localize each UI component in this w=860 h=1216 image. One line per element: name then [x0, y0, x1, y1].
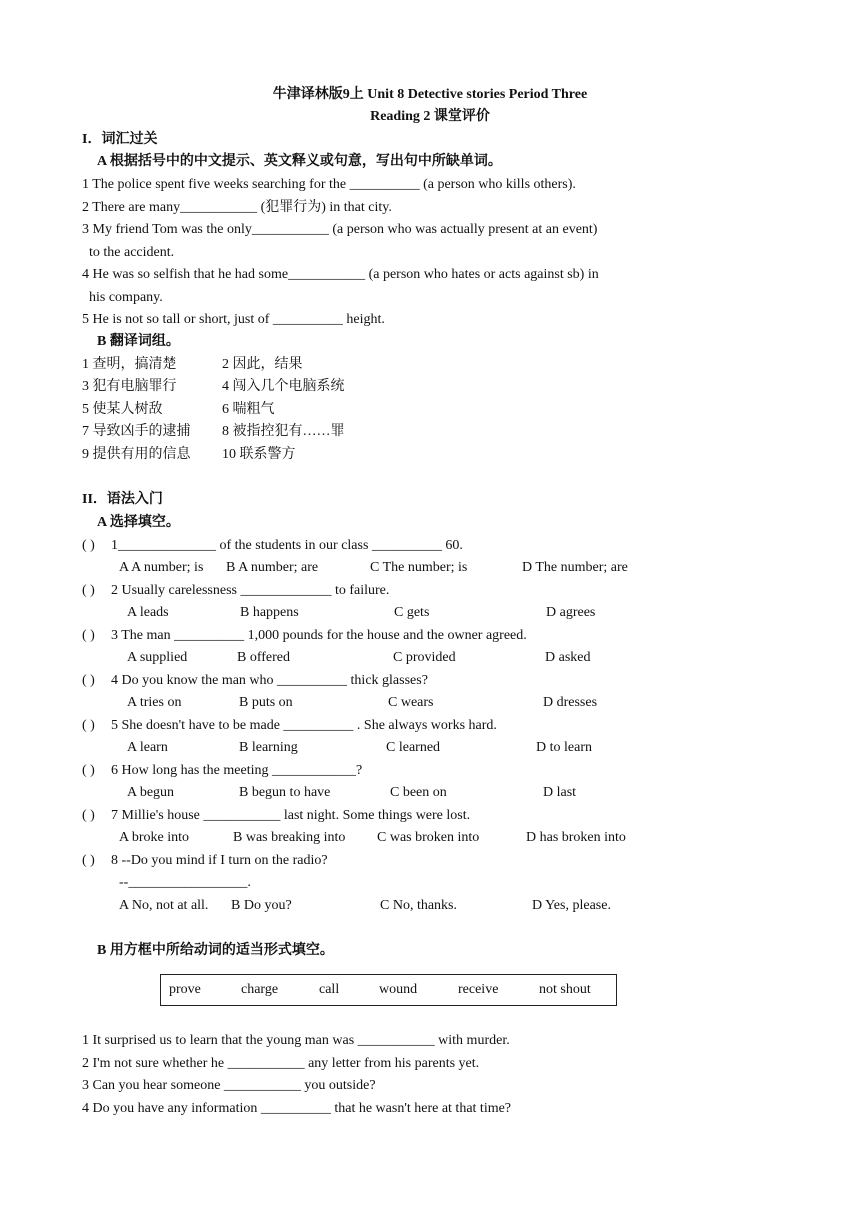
option-6c: C been on	[390, 785, 447, 800]
option-4d: D dresses	[543, 695, 598, 710]
phrase-1: 1 查明，搞清楚	[82, 357, 177, 372]
fill-item-1: 1 It surprised us to learn that the young man was ___________ with murder.	[82, 1033, 510, 1048]
option-7a: A broke into	[119, 830, 189, 845]
question-6: 6 How long has the meeting ____________?	[111, 763, 363, 778]
section-2b-heading: B 用方框中所给动词的适当形式填空。	[97, 943, 334, 958]
phrase-8: 8 被指控犯有……罪	[222, 424, 345, 439]
option-1b: B A number; are	[226, 560, 319, 575]
answer-paren: ( )	[82, 808, 95, 823]
answer-paren: ( )	[82, 718, 95, 733]
question-4: 4 Do you know the man who __________ thick glasses?	[111, 673, 428, 688]
option-8d: D Yes, please.	[532, 898, 611, 913]
phrase-4: 4 闯入几个电脑系统	[222, 379, 345, 394]
fill-item-4: 4 Do you have any information __________ that he wasn't here at that time?	[82, 1101, 512, 1116]
question-7: 7 Millie's house ___________ last night. Some things were lost.	[111, 808, 471, 823]
box-word-call: call	[319, 982, 340, 997]
option-6b: B begun to have	[239, 785, 331, 800]
box-word-charge: charge	[241, 982, 279, 997]
option-8b: B Do you?	[231, 898, 292, 913]
page-title: 牛津译林版9上 Unit 8 Detective stories Period Three	[272, 87, 588, 102]
question-1: 1______________ of the students in our class __________ 60.	[111, 538, 463, 553]
phrase-7: 7 导致凶手的逮捕	[82, 424, 191, 439]
option-7b: B was breaking into	[233, 830, 346, 845]
vocab-item-5: 5 He is not so tall or short, just of __________ height.	[82, 312, 385, 327]
option-5a: A learn	[127, 740, 168, 755]
option-7c: C was broken into	[377, 830, 480, 845]
vocab-item-2: 2 There are many___________ (犯罪行为) in that city.	[82, 200, 392, 215]
option-1c: C The number; is	[370, 560, 468, 575]
question-2: 2 Usually carelessness _____________ to failure.	[111, 583, 390, 598]
vocab-item-3: 3 My friend Tom was the only___________ (a person who was actually present at an event)	[82, 222, 598, 237]
vocab-item-4-cont: his company.	[89, 290, 163, 305]
option-8a: A No, not at all.	[119, 898, 209, 913]
option-1d: D The number; are	[522, 560, 628, 575]
box-word-receive: receive	[458, 982, 499, 997]
option-3c: C provided	[393, 650, 456, 665]
option-6a: A begun	[127, 785, 175, 800]
fill-item-3: 3 Can you hear someone ___________ you outside?	[82, 1078, 376, 1093]
answer-paren: ( )	[82, 763, 95, 778]
option-2a: A leads	[127, 605, 169, 620]
section-2-heading: II．语法入门	[82, 492, 163, 507]
option-2d: D agrees	[546, 605, 596, 620]
option-2b: B happens	[240, 605, 299, 620]
option-4c: C wears	[388, 695, 434, 710]
phrase-10: 10 联系警方	[222, 447, 296, 462]
fill-item-2: 2 I'm not sure whether he ___________ any letter from his parents yet.	[82, 1056, 480, 1071]
phrase-3: 3 犯有电脑罪行	[82, 379, 177, 394]
section-2a-heading: A 选择填空。	[97, 515, 180, 530]
question-5: 5 She doesn't have to be made __________ . She always works hard.	[111, 718, 497, 733]
vocab-item-3-cont: to the accident.	[89, 245, 175, 260]
option-6d: D last	[543, 785, 577, 800]
box-word-prove: prove	[169, 982, 201, 997]
vocab-item-1: 1 The police spent five weeks searching for the __________ (a person who kills others).	[82, 177, 576, 192]
option-1a: A A number; is	[119, 560, 204, 575]
section-1-heading: I．词汇过关	[82, 132, 158, 147]
option-8c: C No, thanks.	[380, 898, 457, 913]
answer-paren: ( )	[82, 583, 95, 598]
section-1a-heading: A 根据括号中的中文提示、英文释义或句意，写出句中所缺单词。	[97, 154, 502, 169]
box-word-wound: wound	[379, 982, 418, 997]
phrase-9: 9 提供有用的信息	[82, 447, 191, 462]
option-3a: A supplied	[127, 650, 188, 665]
option-4b: B puts on	[239, 695, 293, 710]
option-5d: D to learn	[536, 740, 592, 755]
question-8-reply: --_________________.	[119, 875, 251, 890]
option-5c: C learned	[386, 740, 441, 755]
option-3d: D asked	[545, 650, 591, 665]
phrase-6: 6 喘粗气	[222, 402, 275, 417]
answer-paren: ( )	[82, 628, 95, 643]
option-2c: C gets	[394, 605, 430, 620]
vocab-item-4: 4 He was so selfish that he had some___________ (a person who hates or acts against sb) in	[82, 267, 599, 282]
answer-paren: ( )	[82, 853, 95, 868]
answer-paren: ( )	[82, 673, 95, 688]
box-word-not-shout: not shout	[539, 982, 591, 997]
option-5b: B learning	[239, 740, 298, 755]
option-4a: A tries on	[127, 695, 182, 710]
phrase-5: 5 使某人树敌	[82, 402, 163, 417]
section-1b-heading: B 翻译词组。	[97, 334, 180, 349]
option-3b: B offered	[237, 650, 290, 665]
page-subtitle: Reading 2 课堂评价	[370, 109, 490, 124]
word-box	[160, 974, 617, 1006]
answer-paren: ( )	[82, 538, 95, 553]
phrase-2: 2 因此，结果	[222, 357, 303, 372]
question-3: 3 The man __________ 1,000 pounds for the house and the owner agreed.	[111, 628, 527, 643]
question-8: 8 --Do you mind if I turn on the radio?	[111, 853, 328, 868]
option-7d: D has broken into	[526, 830, 626, 845]
